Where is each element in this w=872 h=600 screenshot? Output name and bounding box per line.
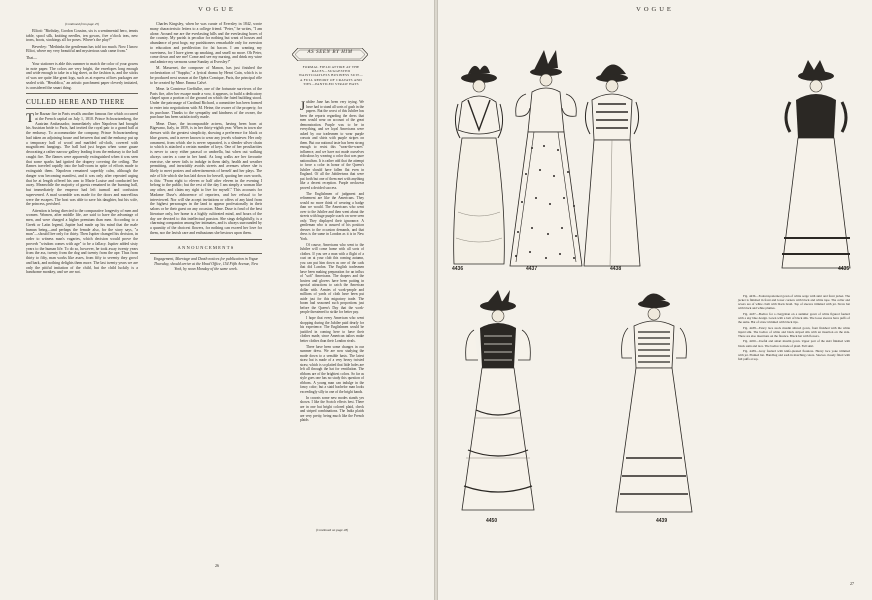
shopping-paragraph: I hope that every American who went shopping during the Jubilee paid dearly for his experience. The Englishmen would be justified in coming here to have their clothes made, since American tailors make better clothes than their London rivals. (300, 316, 364, 343)
left-column-2 (150, 22, 262, 542)
caption-4450: Fig. 4450—Useful and smart muslin gown. Upper part of the skirt finished with black satin and lace. The bodice is made of plaid. Full skirt. (738, 339, 850, 348)
figure-number-4439: 4439 (656, 518, 668, 524)
continued-note: (Continued on page 28) (315, 528, 349, 532)
caption-4437: Fig. 4437—Bodice for a clergyman on a summer gown of white figured foulard with a sky blue design. Gown with a belt of black silk. The loose sleeves have puffs of the same. Hat of straw trimmed with black tips. (738, 311, 850, 325)
fashion-figure-4439 (614, 288, 694, 518)
massenet-paragraph: M. Massenet, the composer of Manon, has just finished the orchestration of "Sappho," a lyrical drama by Henri Cain, which is to be produced next season at the Opéra Comique, Paris, the principal rôle to be created by Mme. Emma Calvé. (150, 66, 262, 85)
longevity-paragraph: Attention is being directed to the comparative longevity of men and women. Women, after middle life, are said to have the advantage of men, and were charged a higher premium than men. According to a Greek or Latin legend, Jupiter had made up his mind that the male human being—and perhaps the female also, for the story says, "a man"—should live only for thirty. Then Jupiter changed his decision, in order to witness man's vagaries, which decision would prove the proverb "wisdom comes with age" to be a fallacy. Jupiter added sixty years to the human life. To do so, however, he took away twenty years from the ass, twenty from the dog and twenty from the ape. Thus from thirty to fifty, man works like asses, from fifty to seventy they growl and bark, and nothing delights them more. The last twenty years we are only the pitiful imitation of the child, but the child luckily is a handsome monkey, and we are not. (26, 208, 138, 275)
stationery-paragraph: Your stationer is able this summer to match the color of your gowns in note paper. The colors are very bright, the envelopes long enough and wide enough to take in a big sheet, as the fashion is, and the sticks of wax are quite like great logs, such as at express offices packages are sealed with. "Heraldica," an artistic parchment paper cleverly imitated, is considered the smart thing. (26, 61, 138, 90)
summer-dress-paragraph: There have been some changes in our summer dress. We are now studying the mode down to a sensible basis. The latest straw hat is made of a very heavy twisted straw, which is so plaited that little holes are left all through the hat for ventilation. The ribbons are of the brightest colors. So far as style goes one has no study this question of ribbons. A young man can indulge in the fancy color; but a staid bachelor man looks exceedingly silly in one of the bright bands. (300, 344, 364, 394)
fashion-figure-4436 (448, 62, 510, 272)
fashion-figure-4437 (508, 48, 584, 272)
fashion-figure-4450 (458, 290, 538, 516)
drop-cap-t: T (26, 110, 34, 125)
right-text-column (300, 100, 364, 520)
section-rule-2 (26, 108, 138, 109)
caption-4436: Fig. 4436—Foulard-patterned gown of white serge with skirt and front jacket. The jacket is finished in front and lower corners with black and white tape. The collar and revers are of white cloth with black braid. Top of sleeves trimmed with jet. Straw hat with black and white plumes. (738, 294, 850, 311)
figure-number-4450: 4450 (486, 518, 498, 524)
kingsley-paragraph: Charles Kingsley, when he was curate of Eversley in 1842, wrote many characteristic letters to a college friend. "Peter," he writes, "I am alone. Around me are the everlasting hills and the everlasting bores of the country. My parish is peculiar for nothing but want of houses and abundance of peat bogs; my parishioners remarkable only for aversion to education and predilection for fat bacon. I am wanting my sweetness, for I have given up smoking, and smell no more. Oh Peter, come down and see me! Come and see my nursing, and drink my wine and admire my sermons some Sunday at Eversley!" (150, 22, 262, 64)
running-head-right: VOGUE (636, 6, 674, 13)
caption-4438: Fig. 4438—Fancy lace stock muslin shirred gown, front finished with the white liquid silk. The bodice of white and black striped silk with an insertion on the side. There are also insertions on the flounce. Black hat with flowers. (738, 325, 850, 338)
figure-captions (738, 294, 850, 363)
jubilee-paragraph (300, 100, 364, 190)
section-rule (26, 93, 138, 94)
culled-text: he Bazaar fire in Paris recalls another famous fire which occurred at the French capital on July 1, 1810. Prince Schwartzenberg, the Austrian Ambassador, immediately after Napoleon had brought his Austrian bride to Paris, had invited the royal pair to a grand ball at the embassy. To accommodate the company, Prince Schwartzenberg had taken an adjoining house and between that and the embassy put up a temporary hall of wood and marbled oil-cloth, covered with magnificent hangings. The hall had just begun when some gauze decorating a rather narrow gallery leading from the embassy to the hall caught fire. The flames were apparently extinguished when it was seen that some sparks had ignited the drapery covering the ceiling. The flames traveled rapidly into the ball-room in spite of efforts made to extinguish them. Napoleon remained superbly calm, although the danger was becoming manifest, and it was only after repeated urging that he at length offered his arm to Marie Louise and conducted her away. Meanwhile the majority of guests remained in the burning hall, but immediately the emperor had left turmoil and confusion supervened. A mad scramble was made for the doors and marvellous were the escapes. The host was able to save his daughter, but his wife, the princess, perished. (26, 112, 138, 207)
fashion-figure-4435 (778, 58, 852, 272)
drop-cap-j: J (300, 100, 306, 113)
banner-title: AS SEEN BY HIM (307, 50, 353, 55)
figure-number-4436: 4436 (452, 266, 464, 272)
dialogue-elliott: Elliott: "Birthday, Gordon Cousins, six is a sentimental hero, tennis table, spool silk, knitting needles, ten gowns, five o'clock teas, new irons, boots, stockings all for poses. Where's the play?" (26, 28, 138, 43)
left-page (0, 0, 434, 600)
announce-rule-2 (150, 253, 262, 254)
fashion-figure-4438 (582, 60, 642, 272)
cravats-paragraph: In cravats some new modes stands yes shown. I like the Scotch effects best. There are in one but bright colored plaid, check and striped combinations. The India plaids are very pretty, being much like the French plaids (300, 395, 364, 422)
that-heading: That— (26, 55, 38, 60)
left-column-1 (26, 22, 138, 567)
article-subhead: FORMAL FIELD ATTIRE AT THE RACES—SUGGESTED WAISTCOATLESS BUSINESS SUIT—A FULL REPORT OF CRAVATS AND TIES—PANTILED STRAW HATS (298, 65, 364, 86)
announcements-body: Engagement, Marriage and Death notices for publication in Vogue Thursday, should arrive at the Head Office, 154 Fifth Avenue, New York, by noon Monday of the same week. (153, 257, 259, 271)
section-title-culled: CULLED HERE AND THERE (26, 98, 125, 107)
figure-number-4438: 4438 (610, 266, 622, 272)
running-head-left: VOGUE (198, 6, 236, 13)
page-number-left: 26 (215, 563, 219, 568)
figure-number-4437: 4437 (526, 266, 538, 272)
jubilee-text: ubilee Jane has been very trying. We have had to stand all sorts of gush in the papers. But the worst of this Jubilee has been the reports regarding the dress that men would wear on account of the great demonstration. Purple was to be in everything, and we loyal Americans were asked by our tradesmen to wear purple cravats and shirts with purple stripes on them. But our national taste has been strong enough to resist this "wear-the-wares" influence, and we have not made ourselves ridiculous by wearing a color that was pure nationalism. It is rather odd that the attempt to force a color in honor of the Queen's Jubilee should have fallen flat even in England. Of all the Jubileeisms that were put forth but one of them met with anything like a decent reception. Purple neckwear proved a decided success. (300, 100, 364, 190)
greffulhe-paragraph: Mme. la Comtesse Greffulhe, one of the fortunate survivors of the Paris fire, after her escape made a vow, it appears, to build a dedicatory chapel upon a portion of the ground on which the fated building stood. Under the patronage of Cardinal Richard, a committee has been formed to enter into negotiations with M. Heine, the owner of the property, for its purchase. Thanks to the sympathy and kindness of the owner, the purchase has been satisfactorily made. (150, 86, 262, 120)
dialogue-beverley: Beverley: "Methinks the gentleman has told too much. Now I know Elliot, where my very beautiful and mysterious sash came from." (26, 44, 138, 54)
caption-4439: Fig. 4439—Gray foulard with knife-pleated flounces. Heavy lace yoke trimmed with jet. Plumed hat. Handbag and sash in matching colors. Sleeves closely fitted with full puffs at top. (738, 349, 850, 362)
continued-from-note: (Continued from page 25) (64, 22, 100, 26)
englishmen-paragraph: The Englishmen of judgment and refinement are like the Americans. They would no more think of wearing a badge than we would. The Americans who went over to the Jubilee and then went about the streets with huge purple scarfs on were seen only. They displayed their ignorance. A gentleman who is assured of his position dresses to the occasion demands, and that dress is the same in London as it is in New York. (300, 191, 364, 241)
announce-rule (150, 239, 262, 240)
page-number-right: 27 (850, 581, 854, 586)
culled-paragraph (26, 112, 138, 207)
announcements-title: ANNOUNCEMENTS (177, 244, 235, 250)
duse-paragraph: Mme. Duse, the incomparable actress, having been born at Bigevano, Italy, in 1859, is in her thirty-eighth year. When in town she dresses with the greatest simplicity, showing a preference for black or blue gowns, and is never known to wear any jewels whatever. Her only ornament, from which she is never separated, is a slender silver chain to which is attached a certain number of keys. One of her peculiarities is never to carry either parasol or umbrella, but when out walking always carries a cane in her hand. As long walks are her favourite exercise, she never fails to indulge in them daily, health and weather permitting, and invariably avoids streets and avenues where she is likely to meet posters and advertisements of herself and her plays. The rule of life which she has laid down for herself, quoting her own words, is this: "From eight to eleven or half after eleven in the evening I belong to the public; but the rest of the day I am simply a woman like any other, and claim my right to live for myself." This accounts for Madame Duse's abhorrence of reporters, and her refusal to be interviewed. Nor will she accept invitations or offers of any kind from the highest personages in the land to appear professionally in their salons or be their guest on any occasion. Mme. Duse is fond of the best literature only, her home is a highly cultivated mind, and hours of the day are devoted to this intellectual passion. She sings delightfully, is a charming companion among her intimates, and is always surrounded by a quantity of the choicest flowers, for nothing can exceed her love for them, nor the lavish care and enthusiasm she bestows upon them. (150, 121, 262, 235)
figure-number-4435: 4435 (838, 266, 850, 272)
americans-paragraph: Of course, Americans who went to the Jubilee will come home with all sorts of clothes. If you see a man with a flight of a coat on at your club this coming autumn, you can put him down as one of the cads that did London. The English tradesmen have been making preparation for an influx of "soft" Americans. The drapers and the hosiers and glovers have been putting in special attractions to catch the American dollar with. Armies of work-people and millions of yards of cloth have been put aside just for this migratory trade. The boom had seasoned such proportions just before the Queen's Day that the work-people threatened to strike for better pay. (300, 242, 364, 314)
